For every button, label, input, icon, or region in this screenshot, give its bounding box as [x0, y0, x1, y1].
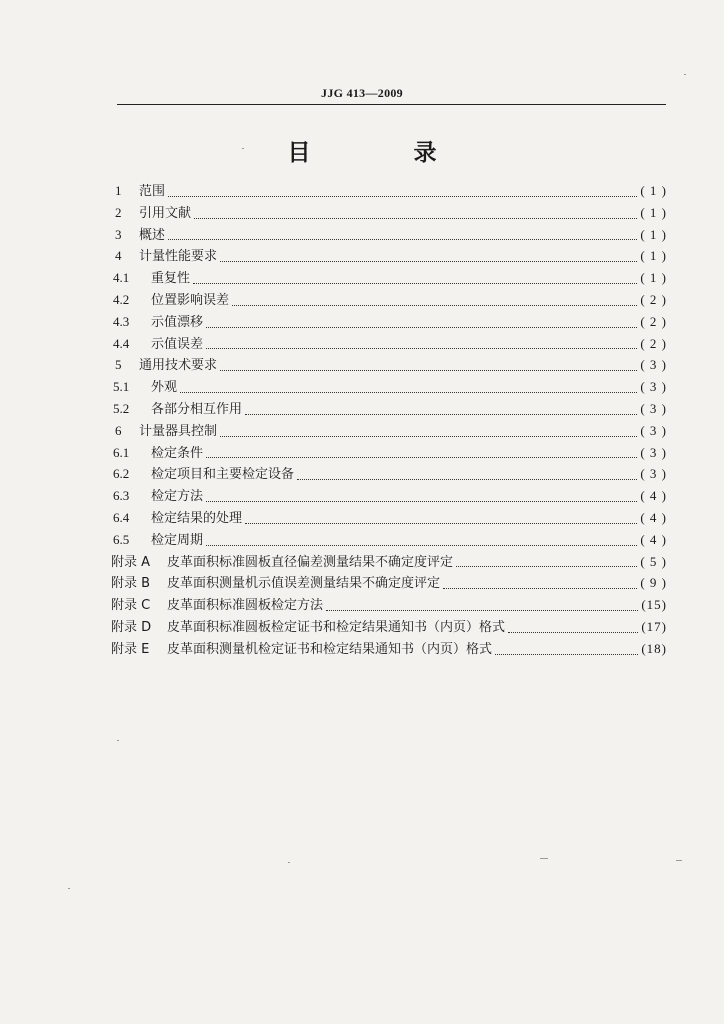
toc-entry[interactable] — [111, 311, 667, 333]
toc-entry[interactable] — [111, 463, 667, 485]
toc-entry[interactable] — [111, 398, 667, 420]
toc-entry-number: 4.3 — [113, 313, 130, 329]
toc-entry-title: 检定条件 — [151, 445, 204, 461]
scan-speck — [68, 888, 70, 889]
toc-dot-leader — [194, 217, 637, 219]
toc-entry-title: 位置影响误差 — [151, 292, 230, 308]
toc-dot-leader — [443, 587, 637, 589]
toc-dot-leader — [180, 391, 637, 393]
toc-entry-title: 检定方法 — [151, 489, 204, 505]
toc-dot-leader — [220, 260, 637, 262]
toc-entry[interactable] — [111, 442, 667, 464]
scan-speck — [288, 862, 290, 863]
toc-entry-number: 6.4 — [113, 509, 130, 525]
toc-dot-leader — [495, 653, 638, 655]
toc-entry[interactable] — [111, 507, 667, 529]
toc-entry-number: 4.2 — [113, 291, 130, 307]
toc-entry-number: 5.1 — [113, 379, 130, 395]
toc-entry-page: ( 4 ) — [640, 488, 667, 504]
toc-dot-leader — [220, 369, 637, 371]
page-title: 目 录 — [287, 140, 477, 166]
toc-entry[interactable] — [111, 638, 667, 660]
toc-dot-leader — [220, 435, 637, 437]
toc-entry[interactable] — [111, 529, 667, 551]
toc-dot-leader — [245, 522, 637, 524]
toc-entry-title: 皮革面积标准圆板检定证书和检定结果通知书（内页）格式 — [167, 619, 506, 635]
header-rule — [117, 104, 666, 105]
toc-entry[interactable] — [111, 267, 667, 289]
toc-entry[interactable] — [111, 354, 667, 376]
toc-dot-leader — [508, 631, 638, 633]
toc-entry-page: ( 1 ) — [640, 248, 667, 264]
toc-entry-page: ( 2 ) — [640, 335, 667, 351]
toc-entry-title: 引用文献 — [139, 205, 192, 221]
toc-entry-page: ( 4 ) — [640, 509, 667, 525]
toc-entry-number: 6.5 — [113, 531, 130, 547]
scan-speck — [676, 860, 682, 861]
toc-entry-title: 计量器具控制 — [139, 423, 218, 439]
toc-entry-title: 检定结果的处理 — [151, 510, 243, 526]
toc-entry-number: 4.1 — [113, 270, 130, 286]
toc-entry-page: ( 3 ) — [640, 466, 667, 482]
toc-entry[interactable] — [111, 420, 667, 442]
toc-entry-title: 皮革面积测量机示值误差测量结果不确定度评定 — [167, 576, 441, 592]
toc-entry-number: 6.3 — [113, 488, 130, 504]
toc-entry-number: 4 — [115, 248, 122, 264]
toc-dot-leader — [168, 238, 637, 240]
scan-speck — [242, 148, 244, 149]
toc-entry[interactable] — [111, 224, 667, 246]
toc-dot-leader — [232, 304, 637, 306]
toc-dot-leader — [168, 195, 637, 197]
toc-entry-number: 附录 E — [111, 641, 150, 657]
toc-entry-number: 3 — [115, 226, 122, 242]
toc-entry-number: 附录 B — [111, 576, 151, 592]
toc-entry-title: 皮革面积标准圆板直径偏差测量结果不确定度评定 — [167, 554, 454, 570]
toc-entry-title: 通用技术要求 — [139, 358, 218, 374]
toc-entry-page: ( 3 ) — [640, 444, 667, 460]
table-of-contents — [111, 180, 667, 660]
toc-entry[interactable] — [111, 485, 667, 507]
toc-entry-title: 概述 — [139, 227, 166, 243]
toc-entry[interactable] — [111, 245, 667, 267]
toc-entry-number: 6.2 — [113, 466, 130, 482]
toc-entry[interactable] — [111, 376, 667, 398]
toc-entry-number: 附录 D — [111, 619, 152, 635]
toc-dot-leader — [206, 500, 637, 502]
toc-entry[interactable] — [111, 616, 667, 638]
toc-entry-page: ( 1 ) — [640, 226, 667, 242]
toc-entry[interactable] — [111, 572, 667, 594]
toc-entry-title: 计量性能要求 — [139, 249, 218, 265]
toc-entry[interactable] — [111, 180, 667, 202]
toc-entry-number: 4.4 — [113, 335, 130, 351]
toc-entry-page: ( 4 ) — [640, 531, 667, 547]
toc-entry-page: (17) — [641, 618, 667, 634]
toc-entry-page: ( 3 ) — [640, 379, 667, 395]
toc-entry-page: ( 5 ) — [640, 553, 667, 569]
toc-entry-title: 皮革面积测量机检定证书和检定结果通知书（内页）格式 — [167, 641, 493, 657]
toc-dot-leader — [193, 282, 637, 284]
toc-entry-title: 示值误差 — [151, 336, 204, 352]
toc-entry-number: 附录 A — [111, 554, 151, 570]
toc-entry-title: 重复性 — [151, 271, 191, 287]
toc-entry-title: 示值漂移 — [151, 314, 204, 330]
toc-entry-number: 5.2 — [113, 400, 130, 416]
scan-speck — [117, 740, 119, 741]
toc-dot-leader — [206, 544, 637, 546]
toc-entry-page: (18) — [641, 640, 667, 656]
toc-entry-number: 6.1 — [113, 444, 130, 460]
toc-entry-number: 6 — [115, 422, 122, 438]
toc-entry[interactable] — [111, 289, 667, 311]
toc-dot-leader — [206, 456, 637, 458]
toc-entry-number: 2 — [115, 204, 122, 220]
toc-entry-page: ( 1 ) — [640, 204, 667, 220]
toc-entry-page: ( 1 ) — [640, 183, 667, 198]
toc-dot-leader — [326, 609, 638, 611]
scan-speck — [684, 74, 686, 75]
toc-entry-page: ( 2 ) — [640, 313, 667, 329]
toc-entry-page: ( 3 ) — [640, 400, 667, 416]
toc-entry-page: ( 2 ) — [640, 291, 667, 307]
toc-entry-title: 各部分相互作用 — [151, 401, 243, 417]
toc-entry[interactable] — [111, 594, 667, 616]
toc-entry-number: 附录 C — [111, 598, 151, 614]
toc-entry[interactable] — [111, 202, 667, 224]
scan-speck — [540, 858, 548, 859]
toc-dot-leader — [245, 413, 637, 415]
toc-entry-title: 范围 — [139, 184, 166, 199]
toc-entry-title: 皮革面积标准圆板检定方法 — [167, 598, 324, 614]
toc-entry-page: (15) — [641, 597, 667, 613]
toc-entry-title: 检定周期 — [151, 532, 204, 548]
toc-entry-title: 外观 — [151, 380, 178, 396]
toc-dot-leader — [297, 478, 637, 480]
toc-entry-page: ( 9 ) — [640, 575, 667, 591]
toc-entry-page: ( 1 ) — [640, 270, 667, 286]
toc-entry[interactable] — [111, 551, 667, 573]
standard-code-header: JJG 413—2009 — [321, 86, 403, 100]
toc-entry-number: 1 — [115, 183, 122, 198]
toc-entry-page: ( 3 ) — [640, 357, 667, 373]
toc-dot-leader — [456, 565, 637, 567]
toc-dot-leader — [206, 326, 637, 328]
toc-entry[interactable] — [111, 333, 667, 355]
toc-entry-title: 检定项目和主要检定设备 — [151, 467, 295, 483]
toc-entry-page: ( 3 ) — [640, 422, 667, 438]
toc-entry-number: 5 — [115, 357, 122, 373]
toc-dot-leader — [206, 347, 637, 349]
